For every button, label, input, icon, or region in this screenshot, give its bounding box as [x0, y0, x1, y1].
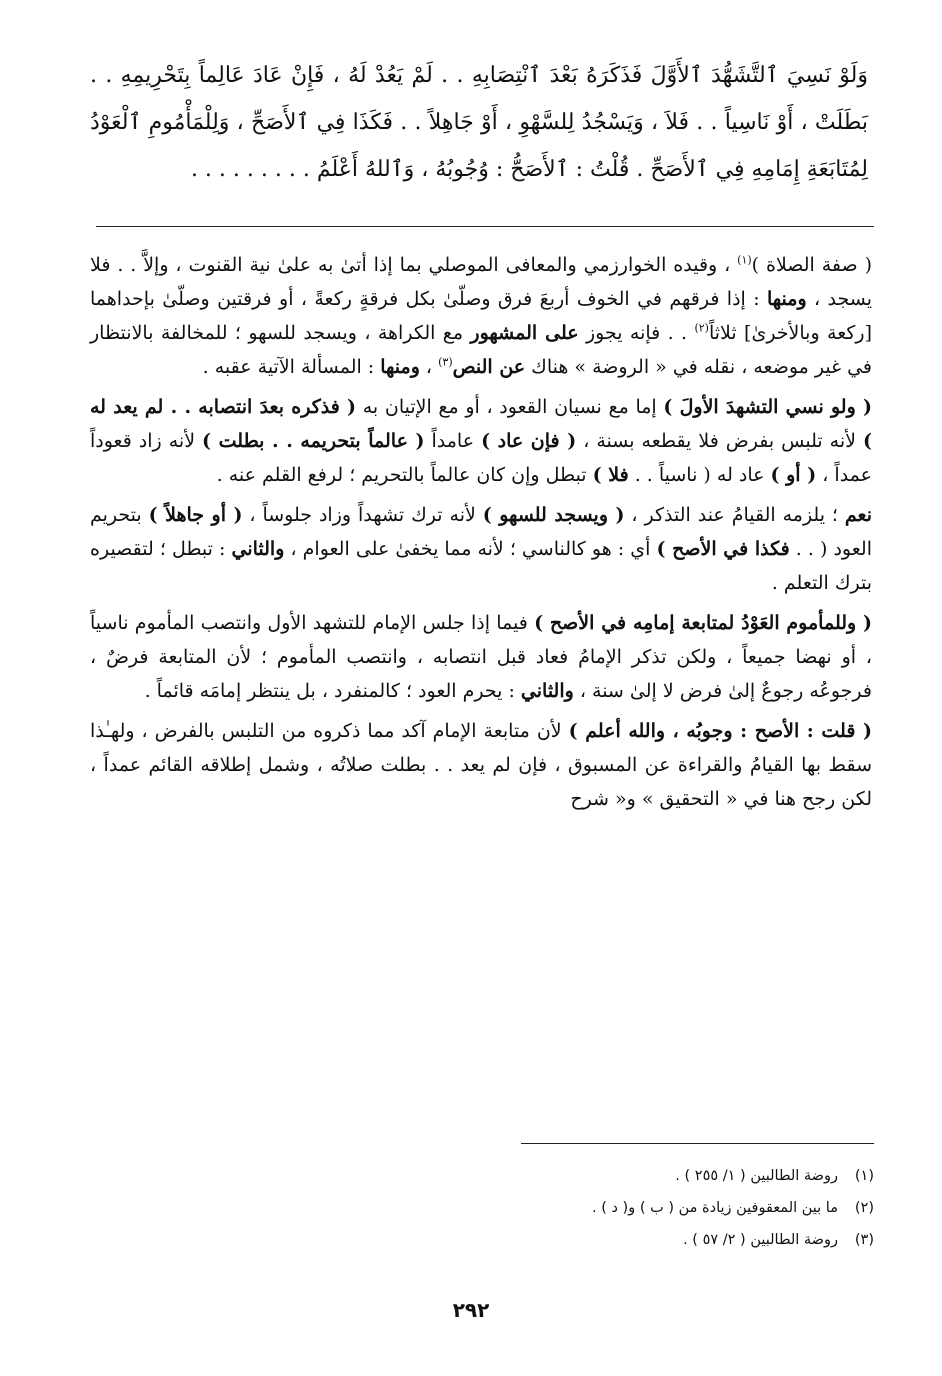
- sharh-paragraph-5: ( قلت : الأصح : وجوبُه ، والله أعلم ) لأن متابعة الإمام آكد مما ذكروه من التلبس بالفرض ، ولهـٰذا سقط بها القيامُ والقراءة عن المسبوق ، فإن لم يعد . . بطلت صلاتُه ، وشمل إطلاقه القائم عمداً ، لكن رجح هنا في « التحقيق » و« شرح: [90, 720, 872, 810]
- footnote-ref-3[interactable]: (٣): [438, 355, 453, 369]
- footnote-1: [314, 1160, 874, 1192]
- matn-text: وَلَوْ نَسِيَ ٱلتَّشَهُّدَ ٱلأَوَّلَ فَذَكَرَهُ بَعْدَ ٱنْتِصَابِهِ . . لَمْ يَعُدْ لَهُ ، فَإِنْ عَادَ عَالِماً بِتَحْرِيمِهِ . . بَطَلَتْ ، أَوْ نَاسِياً . . فَلاَ ، وَيَسْجُدُ لِلسَّهْوِ ، أَوْ جَاهِلاً . . فَكَذَا فِي ٱلأَصَحِّ ، وَلِلْمَأْمُومِ ٱلْعَوْدُ لِمُتَابَعَةِ إِمَامِهِ فِي ٱلأَصَحِّ . قُلْتُ : ٱلأَصَحُّ : وُجُوبُهُ ، وَٱللهُ أَعْلَمُ . . . . . . . . .: [90, 63, 868, 182]
- sharh-paragraph-4: ( وللمأموم العَوْدُ لمتابعة إمامِه في الأصح ) فيما إذا جلس الإمام للتشهد الأول وانتصب المأموم ناسياً ، أو نهضا جميعاً ، ولكن تذكر الإمامُ فعاد قبل انتصابه ، وانتصب المأموم ؛ لأن المتابعة فرضٌ ، فرجوعُه رجوعٌ إلىٰ فرض لا إلىٰ سنة ، والثاني : يحرم العود ؛ كالمنفرد ، بل ينتظر إمامَه قائماً .: [90, 612, 872, 702]
- footnote-text: ما بين المعقوفين زيادة من ( ب ) و( د ) .: [592, 1200, 838, 1216]
- footnote-number: (١): [854, 1168, 874, 1184]
- sharh-paragraph-3: نعم ؛ يلزمه القيامُ عند التذكر ، ( ويسجد للسهو ) لأنه ترك تشهداً وزاد جلوساً ، ( أو جاهلاً ) بتحريم العود ( . . فكذا في الأصح ) أي : هو كالناسي ؛ لأنه مما يخفىٰ على العوام ، والثاني : تبطل ؛ لتقصيره بترك التعلم .: [90, 504, 873, 594]
- sharh-paragraph-1: ( صفة الصلاة )$^{(١)}$ ، وقيده الخوارزمي والمعافى الموصلي بما إذا أتىٰ به علىٰ نية القنوت ، وإلاَّ . . فلا يسجد ، ومنها : إذا فرقهم في الخوف أربعَ فرق وصلّىٰ بكل فرقةٍ ركعةً ، أو فرقتين وصلّىٰ بإحداهما [ركعة وبالأخرىٰ] ثلاثاً$^{(٢)}$ . . فإنه يجوز على المشهور مع الكراهة ، ويسجد للسهو ؛ للمخالفة بالانتظار في غير موضعه ، نقله في « الروضة » هناك عن النص$^{(٣)}$ ، ومنها : المسألة الآتية عقبه .: [90, 253, 872, 378]
- footnote-ref-1[interactable]: (١): [737, 253, 752, 267]
- footnote-separator: [521, 1143, 874, 1144]
- footnote-text: روضة الطالبين ( ١/ ٢٥٥ ) .: [675, 1168, 838, 1184]
- footnote-3: [314, 1224, 874, 1256]
- footnote-ref-2[interactable]: (٢): [694, 321, 709, 335]
- footnotes-list: [314, 1160, 874, 1256]
- footnote-2: [314, 1192, 874, 1224]
- sharh-paragraph-2: ( ولو نسي التشهدَ الأولَ ) إما مع نسيان القعود ، أو مع الإتيان به ( فذكره بعدَ انتصابه . . لم يعد له ) لأنه تلبس بفرض فلا يقطعه بسنة ، ( فإن عاد ) عامداً ( عالماً بتحريمه . . بطلت ) لأنه زاد قعوداً عمداً ، ( أو ) عاد له ( ناسياً . . فلا ) تبطل وإن كان عالماً بالتحريم ؛ لرفع القلم عنه .: [90, 396, 873, 486]
- footnote-text: روضة الطالبين ( ٢/ ٥٧ ) .: [683, 1232, 838, 1248]
- page-number: ٢٩٢: [452, 1298, 490, 1322]
- footnote-number: (٣): [854, 1232, 874, 1248]
- separator-rule: [96, 226, 874, 227]
- sharh-commentary: [90, 248, 872, 822]
- footnote-number: (٢): [854, 1200, 874, 1216]
